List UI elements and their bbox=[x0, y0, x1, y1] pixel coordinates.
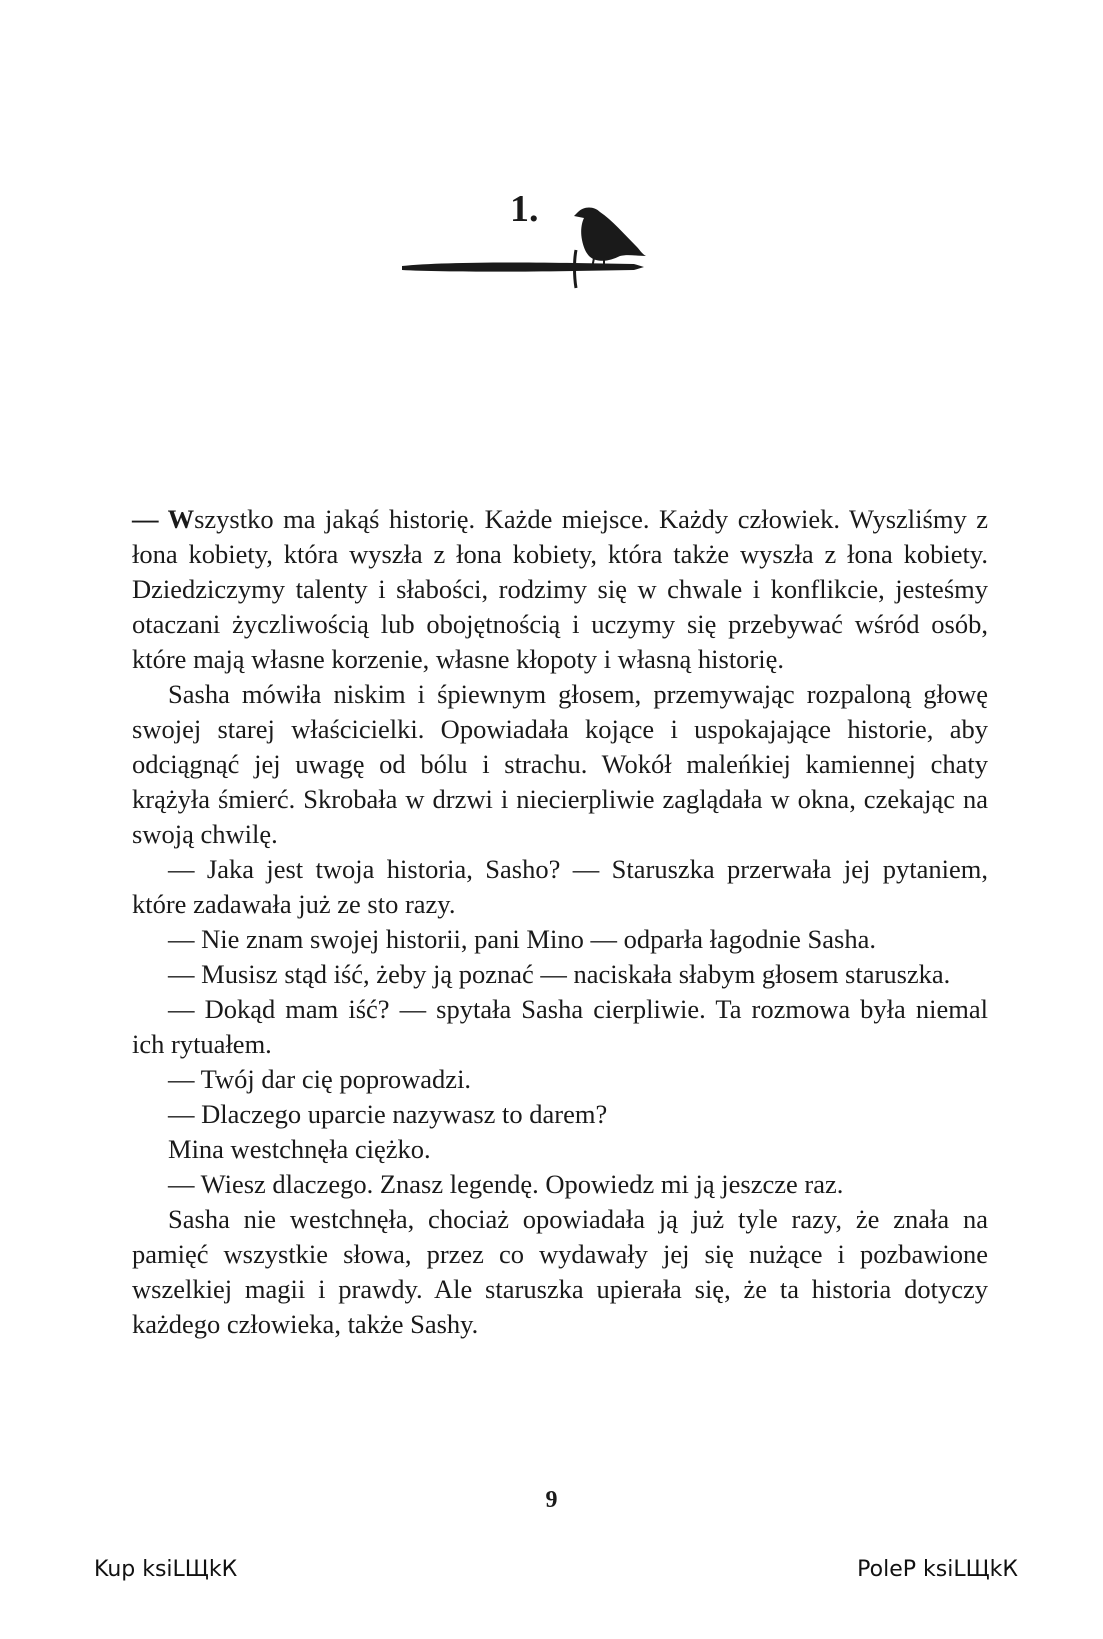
chapter-number: 1. bbox=[510, 188, 539, 230]
paragraph: — Wiesz dlaczego. Znasz legendę. Opowiedz mi ją jeszcze raz. bbox=[168, 1169, 844, 1199]
paragraph: — Dokąd mam iść? — spytała Sasha cierpliwie. Ta rozmowa była niemal ich rytuałem. bbox=[132, 994, 988, 1059]
paragraph: — Dlaczego uparcie nazywasz to darem? bbox=[168, 1099, 608, 1129]
chapter-body bbox=[132, 502, 988, 1342]
paragraph: Sasha nie westchnęła, chociaż opowiadała ją już tyle razy, że znała na pamięć wszystkie słowa, przez co wydawały jej się nużące i pozbawione wszelkiej magii i prawdy. Ale staruszka upierała się, że ta historia dotyczy każdego człowieka, także Sashy. bbox=[132, 1204, 988, 1339]
paragraph: — Jaka jest twoja historia, Sasho? — Staruszka przerwała jej pytaniem, które zadawała już ze sto razy. bbox=[132, 854, 988, 919]
paragraph bbox=[132, 502, 988, 677]
paragraph-text: szystko ma jakąś historię. Każde miejsce. Każdy człowiek. Wyszliśmy z łona kobiety, która wyszła z łona kobiety, która także wyszła z łona kobiety. Dziedziczymy talenty i słabości, rodzimy się w chwale i konflikcie, jesteśmy otaczani życzliwością lub obojętnością i uczymy się przebywać wśród osób, które mają własne korzenie, własne kłopoty i własną historię. bbox=[132, 504, 988, 674]
paragraph: Mina westchnęła ciężko. bbox=[168, 1134, 431, 1164]
sword-icon bbox=[402, 262, 644, 271]
page-number: 9 bbox=[545, 1487, 558, 1513]
buy-book-link[interactable]: Kup ksiLЩkК bbox=[94, 1557, 238, 1582]
drop-lead: — W bbox=[132, 504, 195, 534]
paragraph: — Musisz stąd iść, żeby ją poznać — naciskała słabym głosem staruszka. bbox=[168, 959, 951, 989]
paragraph: — Nie znam swojej historii, pani Mino — odparła łagodnie Sasha. bbox=[168, 924, 877, 954]
bird-icon bbox=[574, 208, 646, 261]
paragraph: Sasha mówiła niskim i śpiewnym głosem, przemywając rozpaloną głowę swojej starej właścicielki. Opowiadała kojące i uspokajające historie, aby odciągnąć jej uwagę od bólu i strachu. Wokół maleńkiej kamiennej chaty krążyła śmierć. Skrobała w drzwi i niecierpliwie zaglądała w okna, czekając na swoją chwilę. bbox=[132, 679, 988, 849]
recommend-book-link[interactable]: PoleР ksiLЩkК bbox=[857, 1557, 1018, 1582]
paragraph: — Twój dar cię poprowadzi. bbox=[168, 1064, 472, 1094]
sword-bird-ornament bbox=[398, 200, 660, 300]
